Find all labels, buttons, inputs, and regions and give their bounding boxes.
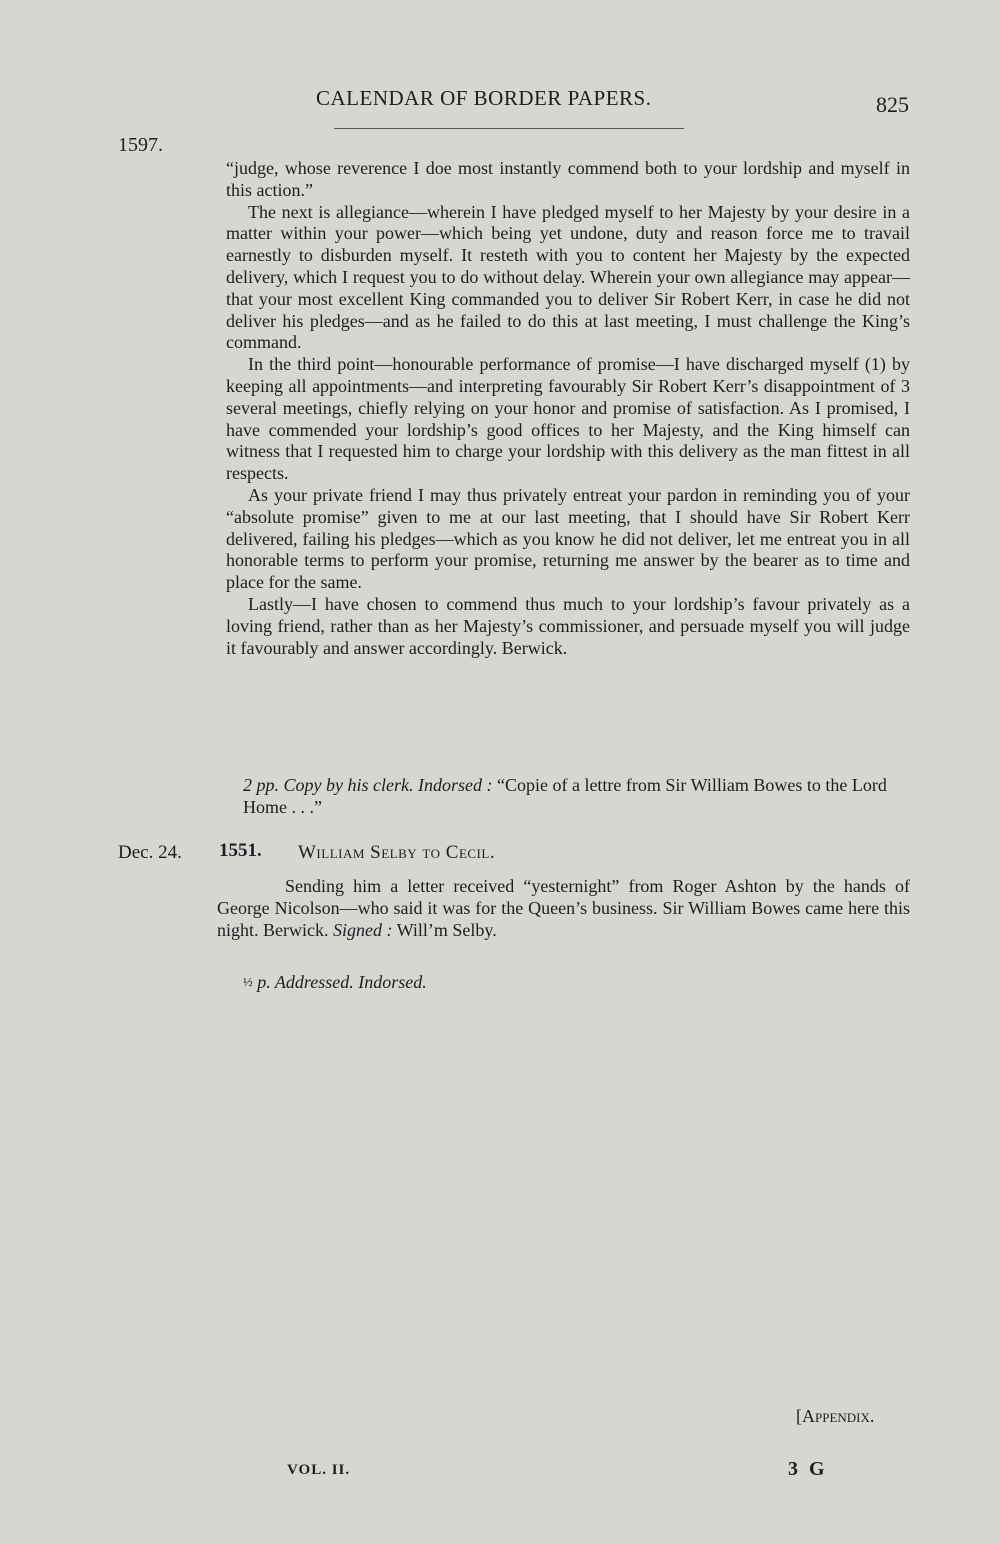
volume-label: VOL. II. bbox=[287, 1462, 351, 1478]
entry-note-text: p. Addressed. Indorsed. bbox=[257, 972, 427, 992]
entry-body bbox=[217, 876, 910, 941]
entry-date: Dec. 24. bbox=[118, 842, 182, 863]
letter-paragraph: Lastly—I have chosen to commend thus much to your lordship’s favour privately as a loving friend, rather than as her Majesty’s commissioner, and persuade myself you will judge it favourably and answer accordingly. Berwick. bbox=[226, 593, 910, 658]
note-pages: 2 pp. bbox=[243, 775, 279, 795]
note-copy: Copy by his clerk. bbox=[283, 775, 414, 795]
page-number: 825 bbox=[876, 92, 909, 117]
entry-note bbox=[243, 972, 427, 993]
letter-note bbox=[243, 775, 910, 819]
entry-signed-name: Will’m Selby. bbox=[396, 919, 497, 940]
note-indorsed-text: “Copie of a lettre from Sir William Bowes to the Lord Home . . .” bbox=[243, 775, 887, 817]
catchword: [Appendix. bbox=[796, 1406, 875, 1426]
entry-title: William Selby to Cecil. bbox=[298, 842, 496, 863]
entry-text: Sending him a letter received “yesternight” from Roger Ashton by the hands of George Nicolson—who said it was for the Queen’s business. Sir William Bowes came here this night. Berwick. bbox=[217, 876, 910, 940]
signature-mark: 3 G bbox=[788, 1458, 828, 1480]
letter-paragraph: In the third point—honourable performance of promise—I have discharged myself (1) by keeping all appointments—and interpreting favourably Sir Robert Kerr’s disappointment of 3 several meetings, chiefly relying on your honor and promise of satisfaction. As I promised, I have commended your lordship’s good offices to her Majesty, and the King himself can witness that I requested him to charge your lordship with this delivery as the man fittest in all respects. bbox=[226, 354, 910, 484]
entry-paragraph bbox=[217, 876, 910, 941]
letter-body bbox=[226, 158, 910, 659]
margin-year: 1597. bbox=[118, 134, 163, 156]
note-indorsed-label: Indorsed : bbox=[417, 775, 493, 795]
header-rule bbox=[334, 128, 684, 129]
letter-paragraph: “judge, whose reverence I doe most instantly commend both to your lordship and myself in this action.” bbox=[226, 158, 910, 200]
entry-note-fraction: ½ bbox=[243, 974, 253, 989]
running-head: CALENDAR OF BORDER PAPERS. bbox=[316, 86, 652, 110]
letter-paragraph: The next is allegiance—wherein I have pledged myself to her Majesty by your desire in a matter within your power—which being yet undone, duty and reason force me to travail earnestly to disburden myself. It resteth with you to content her Majesty by the expected delivery, which I request you to do without delay. Wherein your own allegiance may appear—that your most excellent King commanded you to deliver Sir Robert Kerr, in case he did not deliver his pledges—and as he failed to do this at last meeting, I must challenge the King’s command. bbox=[226, 201, 910, 353]
entry-signed-label: Signed : bbox=[332, 919, 393, 940]
letter-paragraph: As your private friend I may thus privately entreat your pardon in reminding you of your “absolute promise” given to me at our last meeting, that I should have Sir Robert Kerr delivered, failing his pledges—which as you know he did not deliver, let me entreat you in all honorable terms to perform your promise, returning me answer by the bearer as to time and place for the same. bbox=[226, 484, 910, 593]
entry-number: 1551. bbox=[219, 840, 262, 861]
